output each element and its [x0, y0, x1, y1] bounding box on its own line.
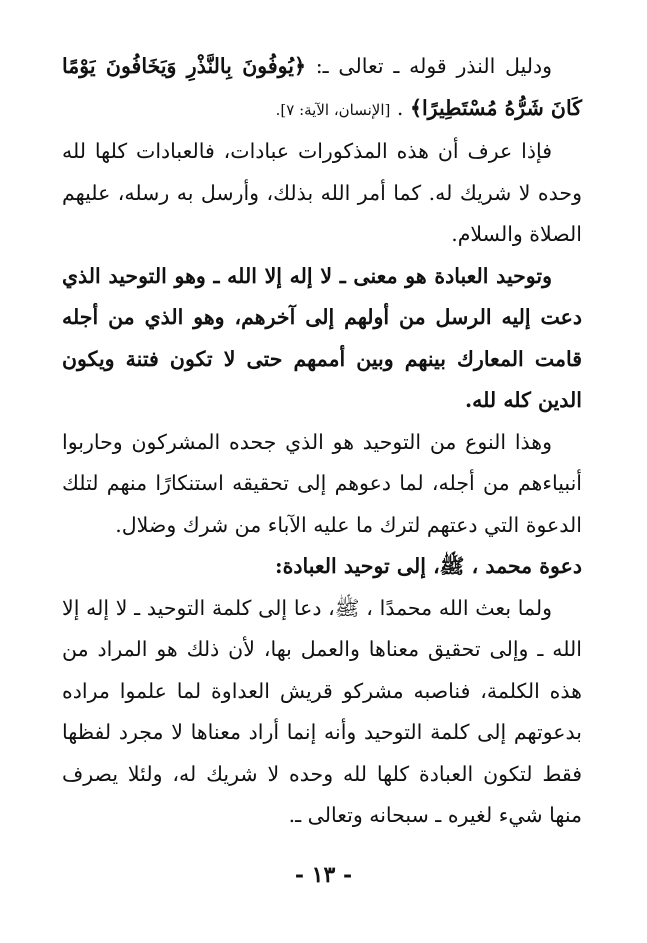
page-number: - ١٣ -	[294, 862, 353, 888]
paragraph-mushrikun-denial: وهذا النوع من التوحيد هو الذي جحده المشركون وحاربوا أنبياءهم من أجله، لما دعوهم إلى تحقيقه استنكارًا منهم لتلك الدعوة التي دعتهم لترك ما عليه الآباء من شرك وضلال.	[62, 429, 582, 537]
paragraph-nadhr-evidence	[62, 46, 582, 131]
verse-citation: [الإنسان، الآية: ٧].	[275, 100, 391, 119]
paragraph-prophet-call: ولما بعث الله محمدًا ، ﷺ، دعا إلى كلمة التوحيد ـ لا إله إلا الله ـ وإلى تحقيق معناها والعمل بها، لأن ذلك هو المراد من هذه الكلمة، فناصبه مشركو قريش العداوة لما علموا مراده بدعوتهم إلى كلمة التوحيد وأنه إنما أراد معناها لا مجرد لفظها فقط لتكون العبادة كلها لله وحده لا شريك له، ولئلا يصرف منها شيء لغيره ـ سبحانه وتعالى ـ.	[62, 595, 582, 827]
section-heading: دعوة محمد ، ﷺ، إلى توحيد العبادة:	[275, 554, 582, 578]
paragraph-tawhid-definition: وتوحيد العبادة هو معنى ـ لا إله إلا الله ـ وهو التوحيد الذي دعت إليه الرسل من أولهم إلى آخرهم، وهو الذي من أجله قامت المعارك بينهم وبين أممهم حتى لا تكون فتنة ويكون الدين كله لله.	[62, 263, 582, 412]
paragraph-separator: .	[390, 95, 410, 120]
quran-verse: ﴿يُوفُونَ بِالنَّذْرِ وَيَخَافُونَ يَوْمًا كَانَ شَرُّهُ مُسْتَطِيرًا﴾	[62, 54, 582, 120]
body-text	[62, 46, 582, 837]
paragraph-worship-for-allah: فإذا عرف أن هذه المذكورات عبادات، فالعبادات كلها لله وحده لا شريك له. كما أمر الله بذلك، وأرسل به رسله، عليهم الصلاة والسلام.	[62, 139, 582, 246]
paragraph-intro: ودليل النذر قوله ـ تعالى ـ:	[305, 54, 553, 78]
